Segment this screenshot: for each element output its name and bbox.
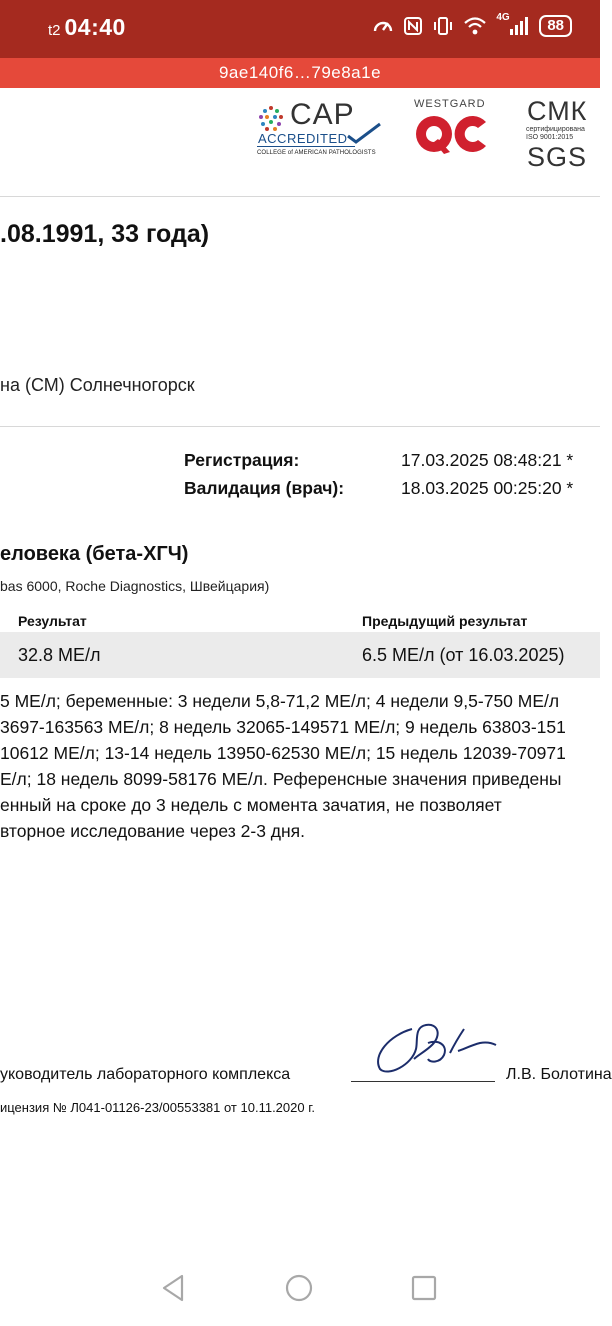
smk-title: СМК [527,96,588,126]
status-clock: 04:40 [64,14,126,40]
back-icon [156,1270,192,1306]
carrier-label: t2 [48,22,61,39]
test-method: bas 6000, Roche Diagnostics, Швейцария) [0,578,270,594]
result-value: 32.8 МЕ/л [18,645,101,665]
cap-title: CAP [290,98,355,131]
registration-value: 17.03.2025 08:48:21 * [401,450,574,470]
result-header: Результат [18,613,87,629]
patient-name: .08.1991, 33 года) [0,220,210,248]
reference-values [0,688,600,844]
status-left [48,14,126,41]
license-text: ицензия № Л041-01126-23/00553381 от 10.11.2020 г. [0,1100,315,1115]
cap-subtitle: COLLEGE of AMERICAN PATHOLOGISTS [257,150,376,156]
validation-label: Валидация (врач): [184,478,345,498]
battery-icon: 88 [539,15,572,37]
recents-icon [406,1270,442,1306]
home-icon [281,1270,317,1306]
qc-mark-icon [414,112,490,156]
sgs-title: SGS [527,142,588,172]
signer-role: уководитель лабораторного комплекса [0,1066,291,1083]
patient-divider [0,426,600,427]
test-title: еловека (бета-ХГЧ) [0,543,189,565]
cap-accredited: ACCREDITED [258,131,348,146]
westgard-qc-logo [414,98,492,158]
reference-line: 10612 МЕ/л; 13-14 недель 13950-62530 МЕ/л; 15 недель 12039-70971 [0,743,566,763]
signal-icon [496,12,530,37]
cap-underline [257,146,355,147]
wifi-icon [463,16,487,36]
recents-button[interactable] [406,1270,442,1306]
westgard-label: WESTGARD [414,98,486,110]
network-type: 4G [496,12,510,23]
reference-line: енный на сроке до 3 недель с момента зачатия, не позволяет [0,795,502,815]
data-saver-icon [372,16,394,36]
validation-value: 18.03.2025 00:25:20 * [401,478,574,498]
cap-logo [256,98,386,162]
status-icons [372,12,572,37]
clinic-name: на (СМ) Солнечногорск [0,375,195,395]
registration-label: Регистрация: [184,450,300,470]
signature-line [351,1081,495,1082]
header-divider [0,196,600,197]
signature-image [368,1015,498,1079]
vibrate-icon [432,16,454,36]
reference-line: 5 МЕ/л; беременные: 3 недели 5,8-71,2 МЕ/л; 4 недели 9,5-750 МЕ/л [0,691,560,711]
status-bar [0,0,600,58]
reference-line: 3697-163563 МЕ/л; 8 недель 32065-149571 МЕ/л; 9 недель 63803-151 [0,717,566,737]
previous-result-value: 6.5 МЕ/л (от 16.03.2025) [362,645,565,665]
reference-line: вторное исследование через 2-3 дня. [0,821,306,841]
checkmark-icon [346,122,382,146]
smk-small-line-2: ISO 9001:2015 [526,134,574,141]
url-bar[interactable]: 9ae140f6…79e8a1e [0,58,600,88]
accreditation-logos [0,92,600,182]
home-button[interactable] [281,1270,317,1306]
signer-name: Л.В. Болотина [506,1066,612,1083]
nfc-icon [403,16,423,36]
navigation-bar [0,1250,600,1326]
smk-small-line-1: сертифицирована [526,126,585,133]
cap-dots-icon [256,104,286,134]
back-button[interactable] [156,1270,192,1306]
smk-sgs-logo [525,96,595,176]
reference-line: Е/л; 18 недель 8099-58176 МЕ/л. Референсные значения приведены [0,769,562,789]
smk-subtitle [526,126,585,142]
previous-result-header: Предыдущий результат [362,613,528,629]
